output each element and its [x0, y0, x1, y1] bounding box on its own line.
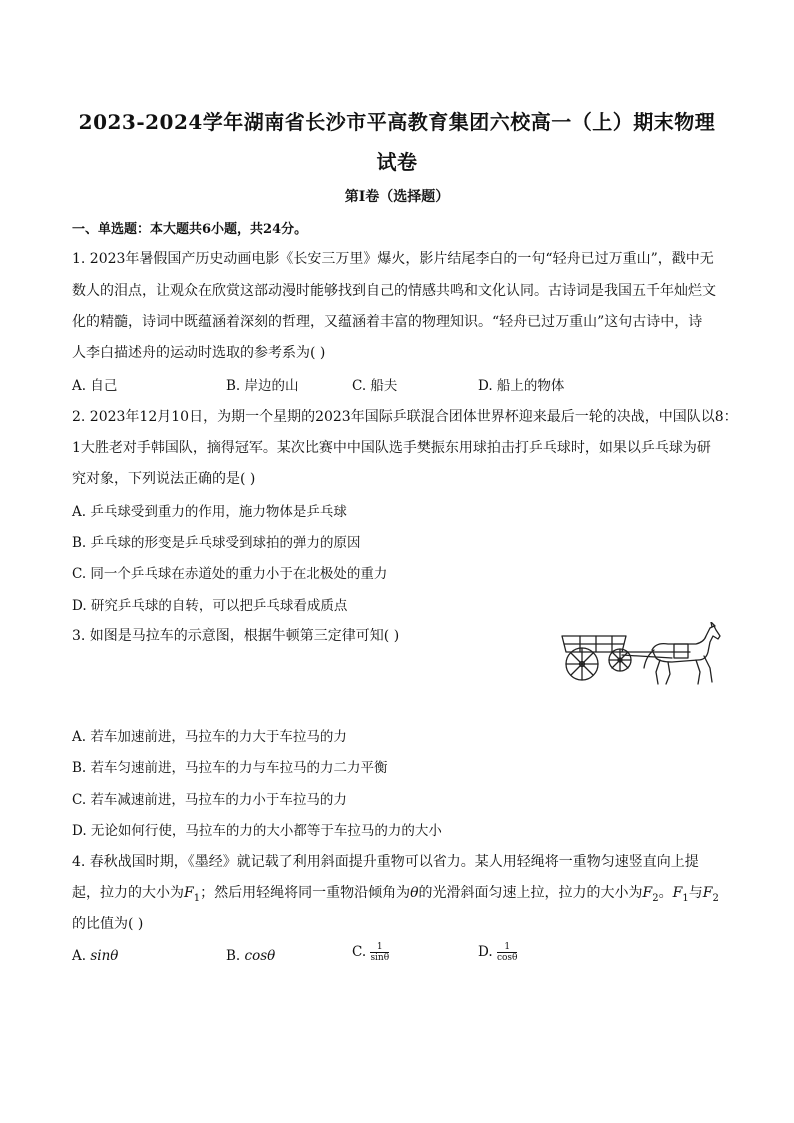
q4-line1: 4. 春秋战国时期，《墨经》就记载了利用斜面提升重物可以省力。某人用轻绳将一重物匀速竖直向上提: [72, 854, 699, 870]
q1-option-c[interactable]: C. 船夫: [352, 378, 398, 394]
fraction: [497, 942, 518, 963]
q4-option-c[interactable]: [352, 942, 389, 963]
option-label: A.: [72, 948, 91, 964]
q2-option-b[interactable]: B. 乒乓球的形变是乒乓球受到球拍的弹力的原因: [72, 535, 361, 551]
fraction-denominator: cosθ: [496, 953, 518, 963]
fraction-denominator: sinθ: [370, 953, 390, 963]
horse-cart-figure: [560, 622, 724, 688]
q4-text: 起，拉力的大小为: [72, 885, 184, 901]
subscript-1: 1: [682, 892, 689, 904]
subscript-2: 2: [712, 892, 719, 904]
q4-option-b[interactable]: [226, 948, 275, 964]
exam-title-line2: 试卷: [376, 150, 418, 174]
part-heading: 第Ⅰ卷（选择题）: [344, 189, 450, 205]
q2-line: 究对象，下列说法正确的是( ): [72, 471, 256, 487]
q3-option-c[interactable]: C. 若车减速前进，马拉车的力小于车拉马的力: [72, 792, 347, 808]
option-label: C.: [352, 944, 371, 960]
symbol-f: F: [184, 885, 194, 901]
q1-option-d[interactable]: D. 船上的物体: [478, 378, 565, 394]
q4-option-a[interactable]: [72, 948, 118, 964]
q2-option-a[interactable]: A. 乒乓球受到重力的作用，施力物体是乒乓球: [72, 504, 347, 520]
q2-line: 1大胜老对手韩国队，摘得冠军。某次比赛中中国队选手樊振东用球拍击打乒乓球时，如果以乒乓球为研: [72, 440, 711, 456]
q4-text: 与: [688, 885, 703, 901]
q3-stem: 3. 如图是马拉车的示意图，根据牛顿第三定律可知( ): [72, 628, 400, 644]
q3-option-b[interactable]: B. 若车匀速前进，马拉车的力与车拉马的力二力平衡: [72, 760, 388, 776]
q4-option-d[interactable]: [478, 942, 517, 963]
fraction-numerator: 1: [497, 942, 518, 953]
option-label: B.: [226, 948, 245, 964]
q4-text: ；然后用轻绳将同一重物沿倾角为: [200, 885, 411, 901]
q2-option-d[interactable]: D. 研究乒乓球的自转，可以把乒乓球看成质点: [72, 598, 348, 614]
subscript-1: 1: [193, 892, 201, 904]
q4-text: 。: [658, 885, 673, 901]
q1-option-a[interactable]: A. 自己: [72, 378, 118, 394]
q4-line2: [72, 882, 719, 904]
option-value: sinθ: [90, 948, 119, 964]
subscript-2: 2: [652, 892, 659, 904]
option-value: cosθ: [244, 948, 276, 964]
q3-option-a[interactable]: A. 若车加速前进，马拉车的力大于车拉马的力: [72, 729, 347, 745]
q1-line: 化的精髓，诗词中既蕴涵着深刻的哲理，又蕴涵着丰富的物理知识。“轻舟已过万重山”这句古诗中，诗: [72, 314, 703, 330]
q2-option-c[interactable]: C. 同一个乒乓球在赤道处的重力小于在北极处的重力: [72, 566, 388, 582]
q1-line: 人李白描述舟的运动时选取的参考系为( ): [72, 345, 326, 361]
q1-line: 1. 2023年暑假国产历史动画电影《长安三万里》爆火，影片结尾李白的一句“轻舟已过万重山”，戳中无: [72, 251, 714, 267]
q1-option-b[interactable]: B. 岸边的山: [226, 378, 299, 394]
exam-title-line1: 2023-2024学年湖南省长沙市平高教育集团六校高一（上）期末物理: [78, 110, 716, 134]
q1-line: 数人的泪点，让观众在欣赏这部动漫时能够找到自己的情感共鸣和文化认同。古诗词是我国五千年灿烂文: [72, 283, 716, 299]
symbol-f: F: [672, 885, 683, 901]
q4-line3: 的比值为( ): [72, 916, 144, 932]
option-label: D.: [478, 944, 497, 960]
symbol-theta: θ: [410, 885, 419, 901]
q4-text: 的光滑斜面匀速上拉，拉力的大小为: [418, 885, 643, 901]
symbol-f: F: [642, 885, 653, 901]
q3-option-d[interactable]: D. 无论如何行使，马拉车的力的大小都等于车拉马的力的大小: [72, 823, 442, 839]
fraction-numerator: 1: [370, 942, 389, 953]
fraction: [370, 942, 389, 963]
symbol-f: F: [702, 885, 713, 901]
q2-line: 2. 2023年12月10日，为期一个星期的2023年国际乒联混合团体世界杯迎来最后一轮的决战，中国队以8：: [72, 409, 738, 425]
section-heading: 一、单选题：本大题共6小题，共24分。: [72, 222, 308, 237]
